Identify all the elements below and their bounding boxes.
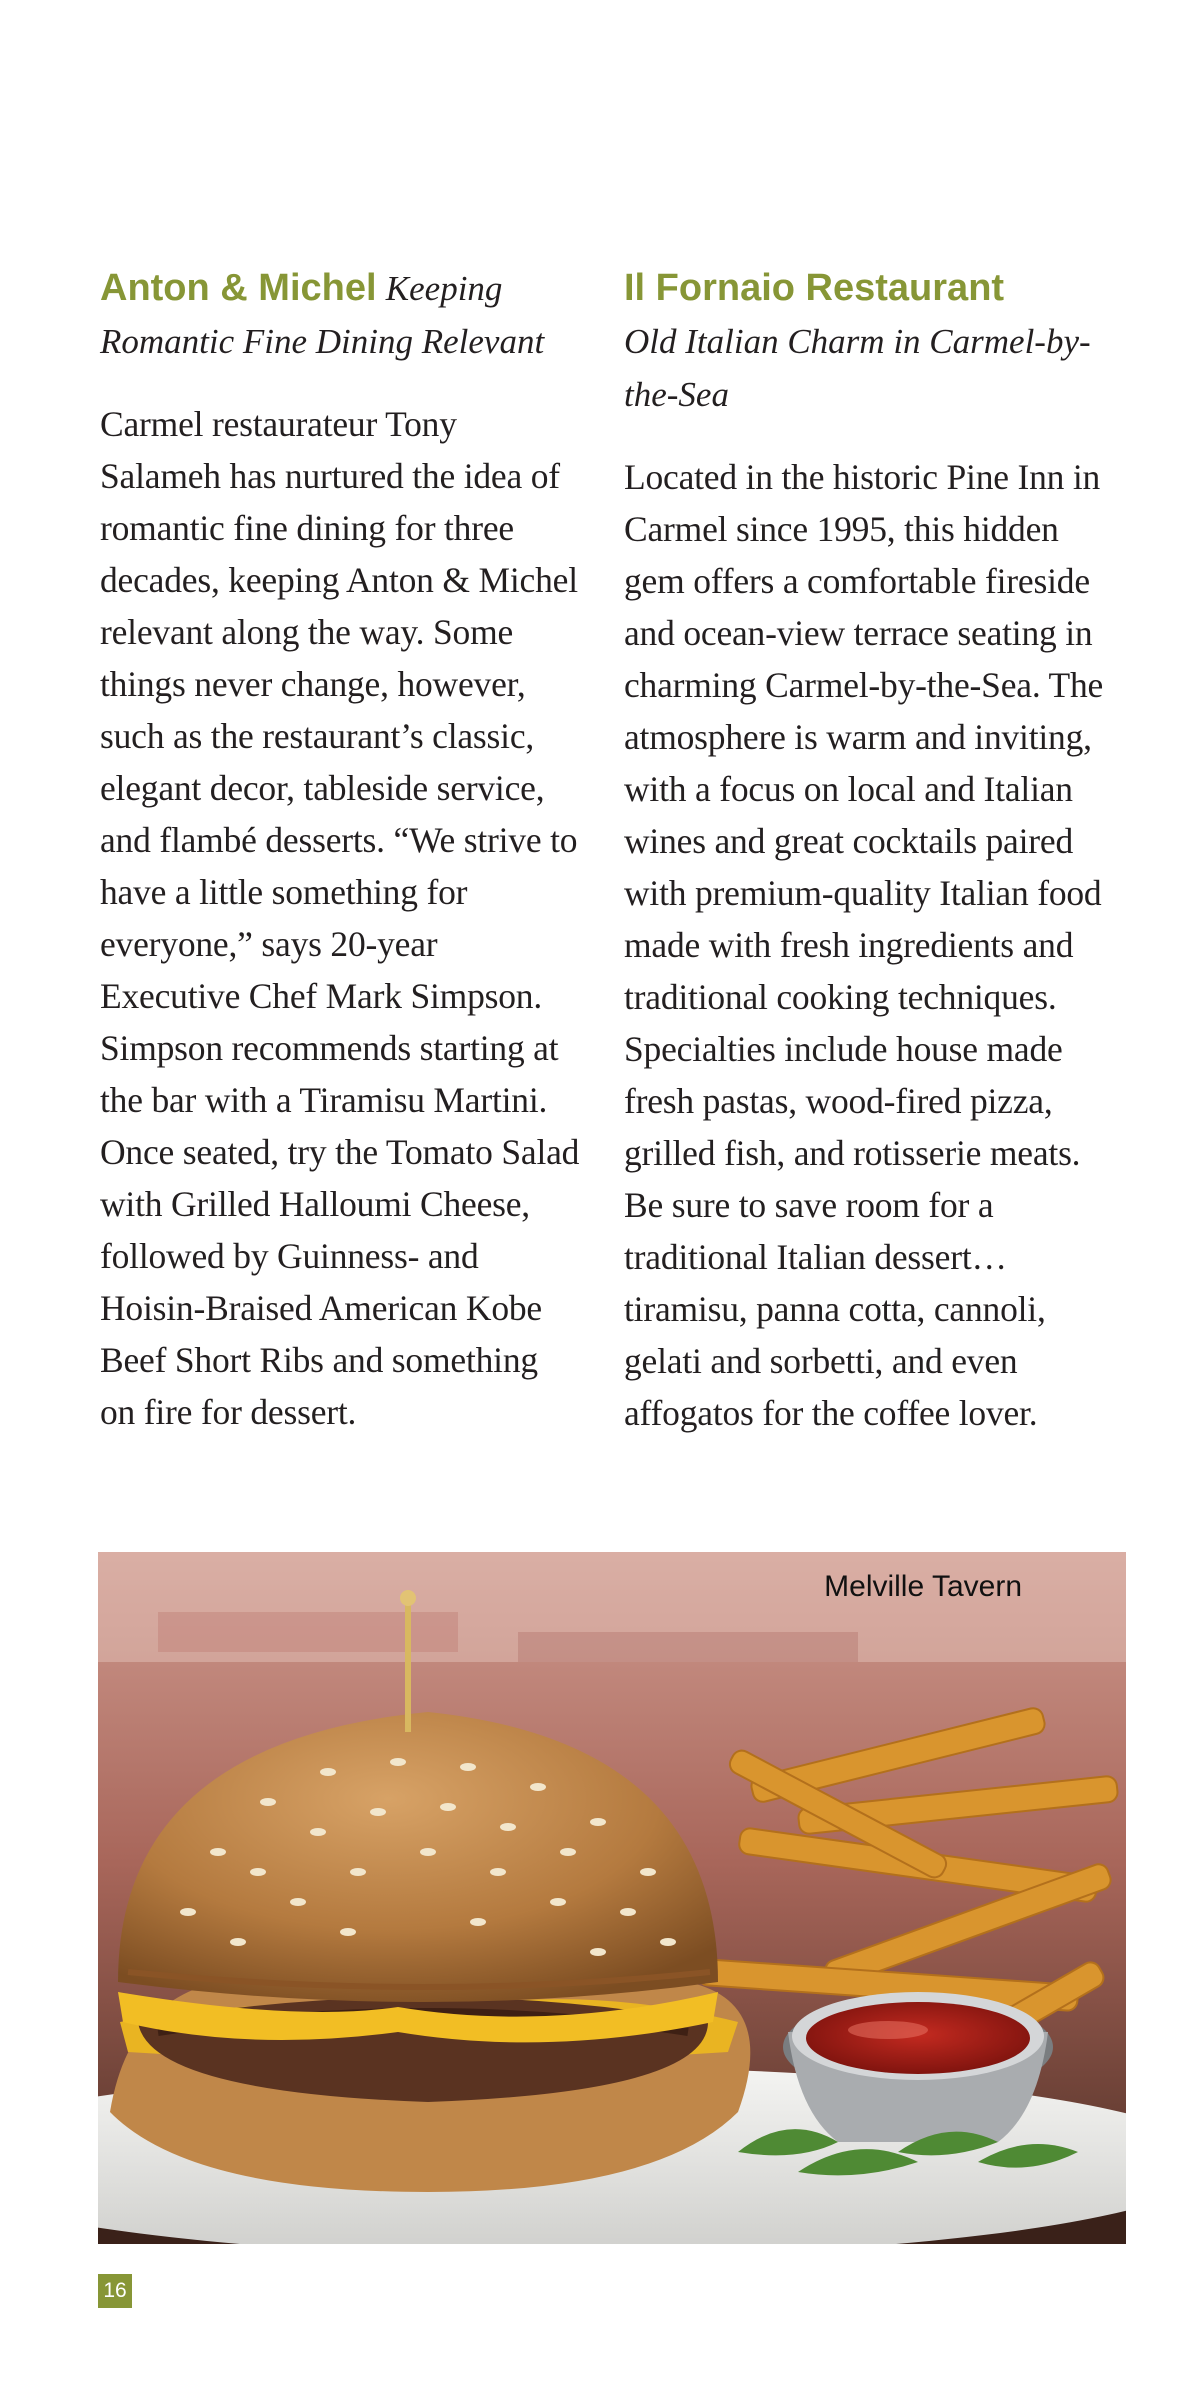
restaurant-name: Il Fornaio Restaurant [624, 267, 1005, 309]
article-anton-michel [100, 262, 580, 1438]
page-number: 16 [98, 2274, 132, 2308]
article-il-fornaio [624, 262, 1124, 1439]
burger-illustration [98, 1552, 1126, 2244]
article-body: Carmel restaurateur Tony Salameh has nurtured the idea of romantic fine dining for three decades, keeping Anton & Michel relevant along the way. Some things never change, however, such as the restaurant’s classic, elegant decor, tableside service, and flambé desserts. “We strive to have a little something for everyone,” says 20-year Executive Chef Mark Simpson. Simpson recommends starting at the bar with a Tiramisu Martini. Once seated, try the Tomato Salad with Grilled Halloumi Cheese, followed by Guinness- and Hoisin-Braised American Kobe Beef Short Ribs and something on fire for dessert. [100, 404, 580, 1432]
photo-caption: Melville Tavern [824, 1570, 1022, 1603]
article-body: Located in the historic Pine Inn in Carmel since 1995, this hidden gem offers a comfortable fireside and ocean-view terrace seating in charming Carmel-by-the-Sea. The atmosphere is warm and inviting, with a focus on local and Italian wines and great cocktails paired with premium-quality Italian food made with fresh ingredients and traditional cooking techniques. Specialties include house made fresh pastas, wood-fired pizza, grilled fish, and rotisserie meats. Be sure to save room for a traditional Italian dessert…tiramisu, panna cotta, cannoli, gelati and sorbetti, and even affogatos for the coffee lover. [624, 457, 1104, 1433]
article-heading [624, 262, 1124, 421]
article-subtitle: Keeping Romantic Fine Dining Relevant [100, 269, 545, 361]
article-heading [100, 262, 580, 368]
burger-photo [98, 1552, 1126, 2244]
article-subtitle: Old Italian Charm in Carmel-by-the-Sea [624, 322, 1091, 414]
restaurant-name: Anton & Michel [100, 267, 377, 309]
